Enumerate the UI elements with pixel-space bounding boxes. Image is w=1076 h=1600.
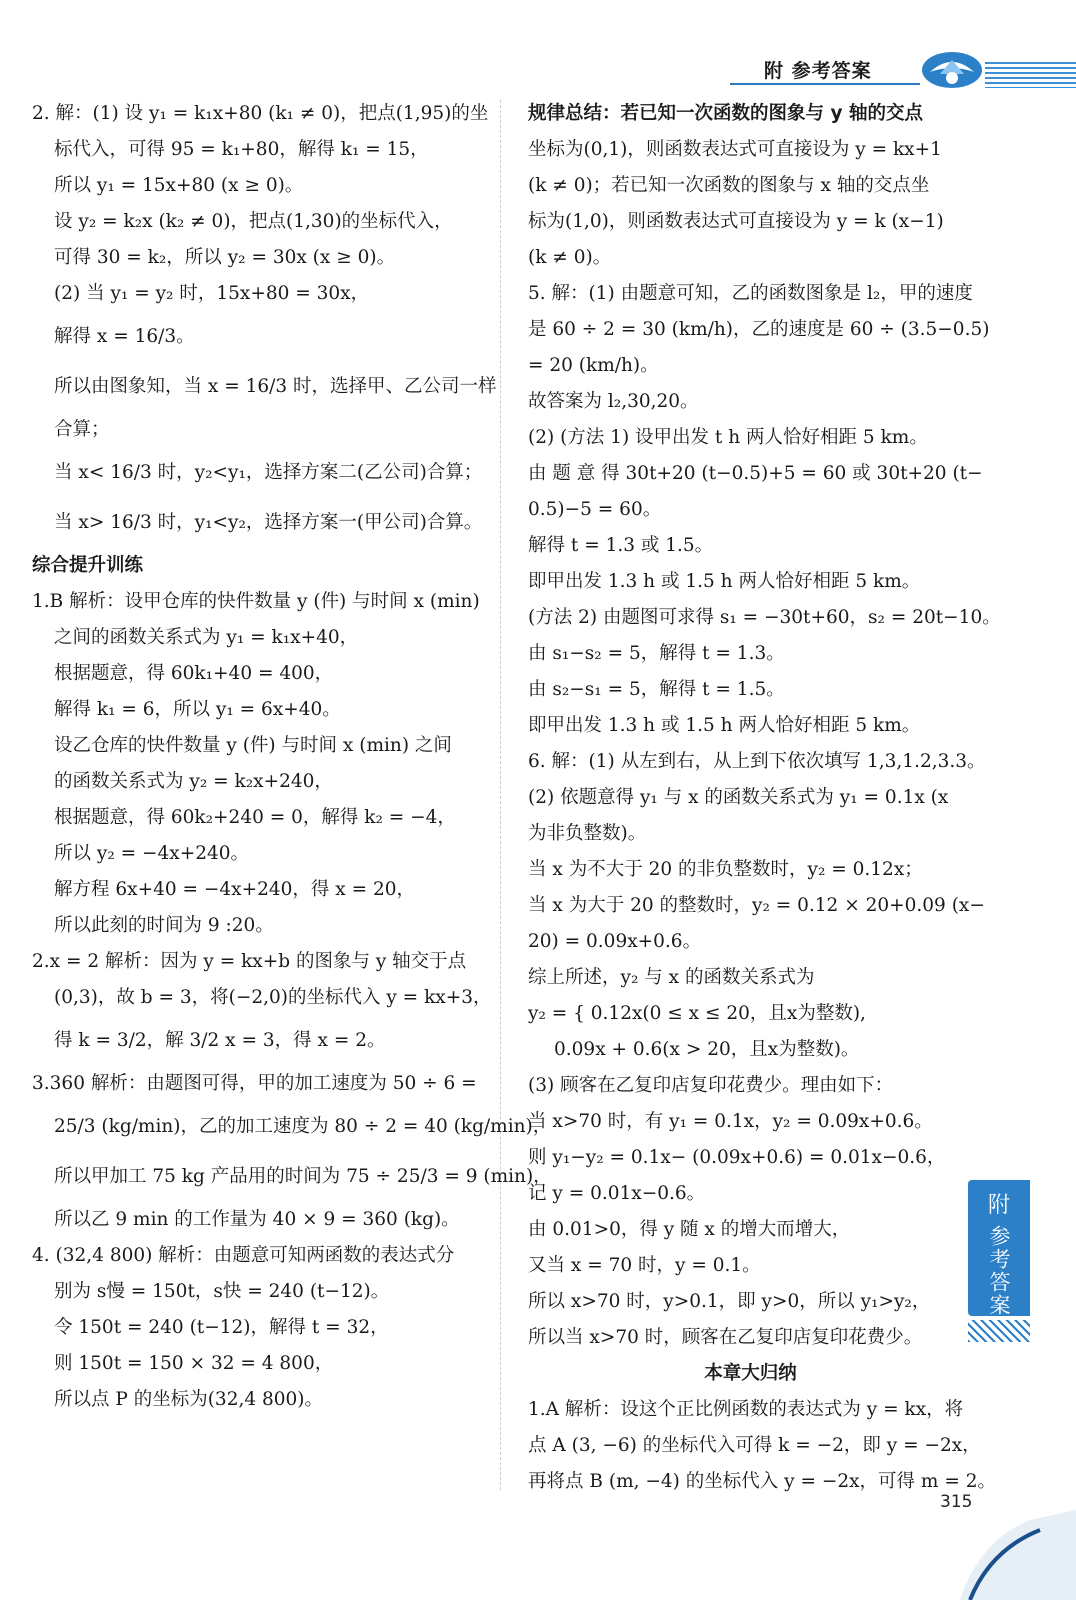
text-line: 标为(1,0)，则函数表达式可直接设为 y = k (x−1) xyxy=(528,211,944,232)
text-line: 1.B 解析：设甲仓库的快件数量 y (件) 与时间 x (min) xyxy=(32,591,480,612)
text-line: 则 y₁−y₂ = 0.1x− (0.09x+0.6) = 0.01x−0.6， xyxy=(528,1147,946,1168)
text-line: 又当 x = 70 时，y = 0.1。 xyxy=(528,1255,761,1276)
text-line: 设 y₂ = k₂x (k₂ ≠ 0)，把点(1,30)的坐标代入， xyxy=(54,211,453,232)
text-line: (3) 顾客在乙复印店复印花费少。理由如下： xyxy=(528,1075,894,1096)
text-line: 解得 x = 16/3。 xyxy=(54,326,195,347)
text-line: (方法 2) 由题图可求得 s₁ = −30t+60，s₂ = 20t−10。 xyxy=(528,607,1001,628)
text-line: 1.A 解析：设这个正比例函数的表达式为 y = kx，将 xyxy=(528,1399,964,1420)
text-line: 20) = 0.09x+0.6。 xyxy=(528,931,702,952)
text-line: 所以 x>70 时，y>0.1，即 y>0，所以 y₁>y₂， xyxy=(528,1291,931,1312)
text-line: 则 150t = 150 × 32 = 4 800， xyxy=(54,1353,334,1374)
side-tab-label-2: 参考答案 xyxy=(987,1225,1011,1317)
text-line: (2) 当 y₁ = y₂ 时，15x+80 = 30x， xyxy=(54,283,370,304)
text-line: 记 y = 0.01x−0.6。 xyxy=(528,1183,706,1204)
text-line: 2. 解：(1) 设 y₁ = k₁x+80 (k₁ ≠ 0)，把点(1,95)的坐 xyxy=(32,103,489,124)
text-line: (k ≠ 0)。 xyxy=(528,247,612,268)
text-line: (2) (方法 1) 设甲出发 t h 两人恰好相距 5 km。 xyxy=(528,427,928,448)
text-line: 5. 解：(1) 由题意可知，乙的函数图象是 l₂，甲的速度 xyxy=(528,283,973,304)
text-line: 标代入，可得 95 = k₁+80，解得 k₁ = 15， xyxy=(54,139,429,160)
text-line: 即甲出发 1.3 h 或 1.5 h 两人恰好相距 5 km。 xyxy=(528,715,921,736)
side-tab-label-1: 附 xyxy=(987,1193,1010,1218)
text-line: 所以由图象知，当 x = 16/3 时，选择甲、乙公司一样 xyxy=(54,376,497,397)
text-line: 再将点 B (m, −4) 的坐标代入 y = −2x，可得 m = 2。 xyxy=(528,1471,997,1492)
text-line: 合算； xyxy=(54,419,110,440)
section-heading: 综合提升训练 xyxy=(32,555,144,576)
text-line: 所以乙 9 min 的工作量为 40 × 9 = 360 (kg)。 xyxy=(54,1209,460,1230)
text-line: 别为 s慢 = 150t，s快 = 240 (t−12)。 xyxy=(54,1281,390,1302)
text-line: 根据题意，得 60k₂+240 = 0，解得 k₂ = −4， xyxy=(54,807,456,828)
text-line: 的函数关系式为 y₂ = k₂x+240， xyxy=(54,771,333,792)
side-tab-hatch xyxy=(968,1320,1030,1342)
text-line: 为非负整数)。 xyxy=(528,823,647,844)
text-line: 4. (32,4 800) 解析：由题意可知两函数的表达式分 xyxy=(32,1245,455,1266)
text-line: 所以甲加工 75 kg 产品用的时间为 75 ÷ 25/3 = 9 (min)， xyxy=(54,1166,552,1187)
text-line: 2.x = 2 解析：因为 y = kx+b 的图象与 y 轴交于点 xyxy=(32,951,467,972)
header-rule xyxy=(730,83,920,85)
header-title: 附 参考答案 xyxy=(764,60,872,82)
left-column xyxy=(32,96,552,1418)
text-line: (2) 依题意得 y₁ 与 x 的函数关系式为 y₁ = 0.1x (x xyxy=(528,787,949,808)
text-line: 所以点 P 的坐标为(32,4 800)。 xyxy=(54,1389,324,1410)
text-line: 当 x 为不大于 20 的非负整数时，y₂ = 0.12x； xyxy=(528,859,923,880)
text-line: 由 题 意 得 30t+20 (t−0.5)+5 = 60 或 30t+20 (t− xyxy=(528,463,983,484)
section-heading: 本章大归纳 xyxy=(704,1363,797,1384)
text-line: 由 s₂−s₁ = 5，解得 t = 1.5。 xyxy=(528,679,785,700)
header-stripes xyxy=(985,62,1076,88)
text-line: 所以此刻的时间为 9 :20。 xyxy=(54,915,274,936)
page-header xyxy=(0,0,1076,90)
text-line: 解方程 6x+40 = −4x+240，得 x = 20， xyxy=(54,879,416,900)
side-tab xyxy=(968,1180,1030,1316)
text-line: 令 150t = 240 (t−12)，解得 t = 32， xyxy=(54,1317,389,1338)
text-line: 当 x< 16/3 时，y₂<y₁，选择方案二(乙公司)合算； xyxy=(54,462,483,483)
text-line: 根据题意，得 60k₁+40 = 400， xyxy=(54,663,334,684)
text-line: 25/3 (kg/min)，乙的加工速度为 80 ÷ 2 = 40 (kg/min)， xyxy=(54,1116,552,1137)
text-line: 点 A (3, −6) 的坐标代入可得 k = −2，即 y = −2x， xyxy=(528,1435,981,1456)
text-line: 可得 30 = k₂，所以 y₂ = 30x (x ≥ 0)。 xyxy=(54,247,396,268)
text-line: 由 s₁−s₂ = 5，解得 t = 1.3。 xyxy=(528,643,785,664)
text-line: 由 0.01>0，得 y 随 x 的增大而增大， xyxy=(528,1219,851,1240)
text-line: 坐标为(0,1)，则函数表达式可直接设为 y = kx+1 xyxy=(528,139,942,160)
piecewise-line: 0.09x + 0.6(x > 20，且x为整数)。 xyxy=(554,1039,860,1060)
text-line: 规律总结：若已知一次函数的图象与 y 轴的交点 xyxy=(528,103,923,124)
text-line: 解得 k₁ = 6，所以 y₁ = 6x+40。 xyxy=(54,699,341,720)
piecewise-line: y₂ = { 0.12x(0 ≤ x ≤ 20，且x为整数), xyxy=(528,1003,866,1024)
text-line: 是 60 ÷ 2 = 30 (km/h)，乙的速度是 60 ÷ (3.5−0.5) xyxy=(528,319,990,340)
text-line: 3.360 解析：由题图可得，甲的加工速度为 50 ÷ 6 = xyxy=(32,1073,477,1094)
text-line: (k ≠ 0)；若已知一次函数的图象与 x 轴的交点坐 xyxy=(528,175,930,196)
text-line: 当 x 为大于 20 的整数时，y₂ = 0.12 × 20+0.09 (x− xyxy=(528,895,985,916)
text-line: 当 x>70 时，有 y₁ = 0.1x，y₂ = 0.09x+0.6。 xyxy=(528,1111,933,1132)
text-line: 0.5)−5 = 60。 xyxy=(528,499,662,520)
page-corner-decoration xyxy=(900,1470,1076,1600)
page-number: 315 xyxy=(940,1492,973,1512)
text-line: 故答案为 l₂,30,20。 xyxy=(528,391,699,412)
text-line: 所以 y₂ = −4x+240。 xyxy=(54,843,250,864)
text-line: 得 k = 3/2，解 3/2 x = 3，得 x = 2。 xyxy=(54,1030,386,1051)
text-line: 当 x> 16/3 时，y₁<y₂，选择方案一(甲公司)合算。 xyxy=(54,512,483,533)
text-line: 6. 解：(1) 从左到右，从上到下依次填写 1,3,1.2,3.3。 xyxy=(528,751,986,772)
text-line: 设乙仓库的快件数量 y (件) 与时间 x (min) 之间 xyxy=(54,735,452,756)
text-line: 之间的函数关系式为 y₁ = k₁x+40， xyxy=(54,627,359,648)
text-line: 所以 y₁ = 15x+80 (x ≥ 0)。 xyxy=(54,175,304,196)
text-line: (0,3)，故 b = 3，将(−2,0)的坐标代入 y = kx+3， xyxy=(54,987,492,1008)
text-line: = 20 (km/h)。 xyxy=(528,355,659,376)
text-line: 综上所述，y₂ 与 x 的函数关系式为 xyxy=(528,967,815,988)
text-line: 所以当 x>70 时，顾客在乙复印店复印花费少。 xyxy=(528,1327,923,1348)
text-line: 即甲出发 1.3 h 或 1.5 h 两人恰好相距 5 km。 xyxy=(528,571,921,592)
book-logo-icon xyxy=(912,44,992,92)
text-line: 解得 t = 1.3 或 1.5。 xyxy=(528,535,714,556)
